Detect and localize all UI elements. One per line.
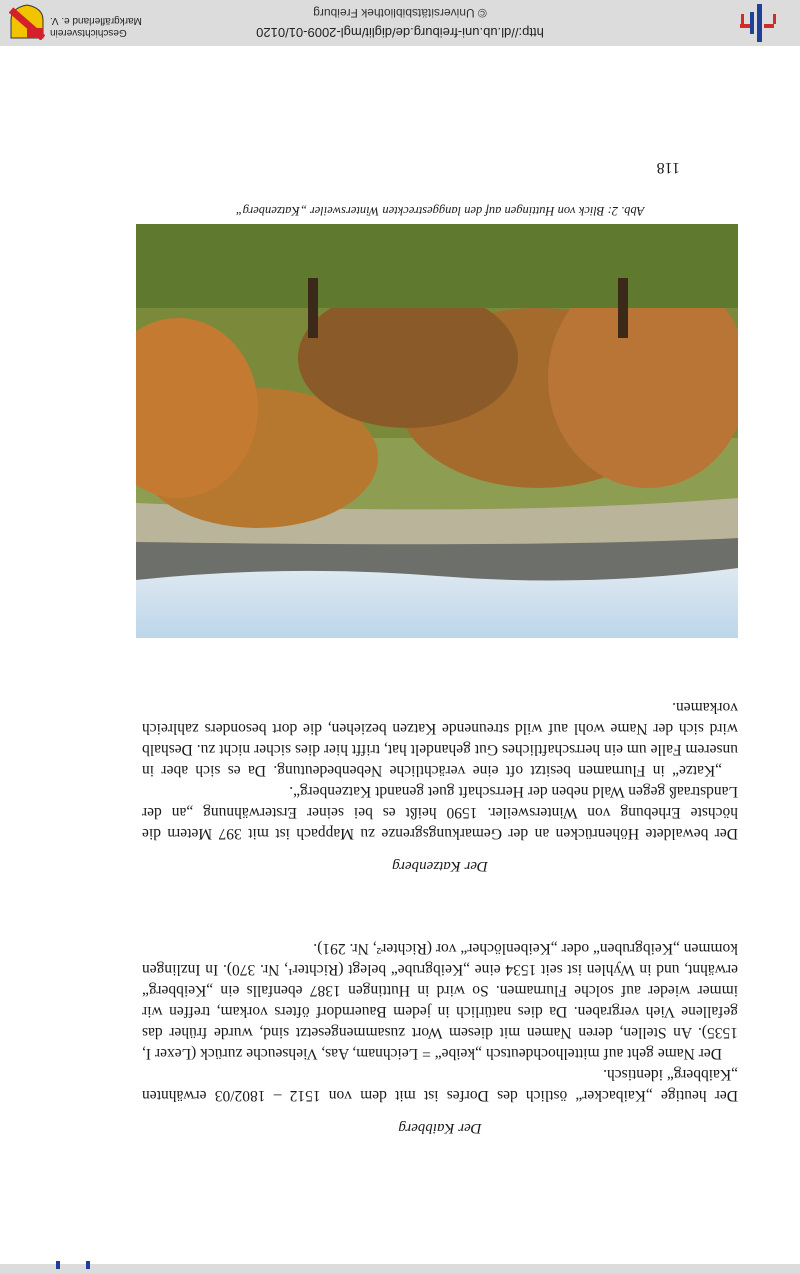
section-heading-katzenberg: Der Katzenberg — [392, 858, 488, 874]
source-url[interactable]: http://dl.ub.uni-freiburg.de/diglit/mgl-2009-01/0120 — [256, 25, 544, 40]
paragraph: „Katze“ in Flurnamen besitzt oft eine verächtliche Nebenbedeutung. Da es sich aber in unserem Falle um ein herrschaftliches Gut gehandelt hat, trifft hier dies sicher nicht zu. Deshalb wird sich der Name wohl auf wild streunende Katzen beziehen, die dort besonders zahlreich vorkamen. — [142, 699, 738, 779]
paragraph: Der Name geht auf mittelhochdeutsch „keibe“ = Leichnam, Aas, Viehseuche zurück (Lexer I, 1535). An Stellen, deren Namen mit diesem Wort zusammengesetzt sind, wurde früher das gefallene Vieh vergraben. Da dies natürlich in jedem Bauerndorf öfters vorkam, treffen wir immer wieder auf solche Flurnamen. So wird in Huttingen 1387 ebenfalls ein „Keibberg“ erwähnt, und in Wyhlen ist seit 1534 eine „Keibgrube“ belegt (Richter¹, Nr. 370). In Inzlingen kommen „Keibgruben“ oder „Keibenlöcher“ vor (Richter², Nr. 291). — [142, 940, 738, 1062]
ub-logo-icon — [738, 4, 780, 42]
society-name: Geschichtsverein Markgräflerland e. V. — [50, 15, 142, 38]
figure-caption: Abb. 2: Blick von Huttingen auf den langgestreckten Wintersweiler „Katzenberg“ — [235, 204, 645, 218]
katzenberg-text — [142, 697, 738, 844]
paragraph: Der bewaldete Höhenrücken an der Gemarkungsgrenze zu Mappach ist mit 397 Metern die höchste Erhebung von Wintersweiler. 1590 heißt es bei seiner Ersterwähnung „an der Landstraaß gegen Wald neben der Herrschaft guet genandt Katzenberg“. — [142, 783, 738, 842]
footer-bar — [0, 1264, 800, 1274]
coat-of-arms-icon — [9, 4, 45, 40]
library-credit: © Universitätsbibliothek Freiburg — [313, 6, 487, 20]
kaibberg-text — [142, 938, 738, 1106]
landscape-photo — [136, 224, 738, 638]
paragraph: Der heutige „Kaibacker“ östlich des Dorfes ist mit dem von 1512 – 1802/03 erwähnten „Kaibberg“ identisch. — [142, 1066, 738, 1104]
section-heading-kaibberg: Der Kaibberg — [398, 1120, 482, 1136]
footer-logo-icon — [20, 1266, 100, 1274]
page-number: 118 — [656, 159, 680, 176]
